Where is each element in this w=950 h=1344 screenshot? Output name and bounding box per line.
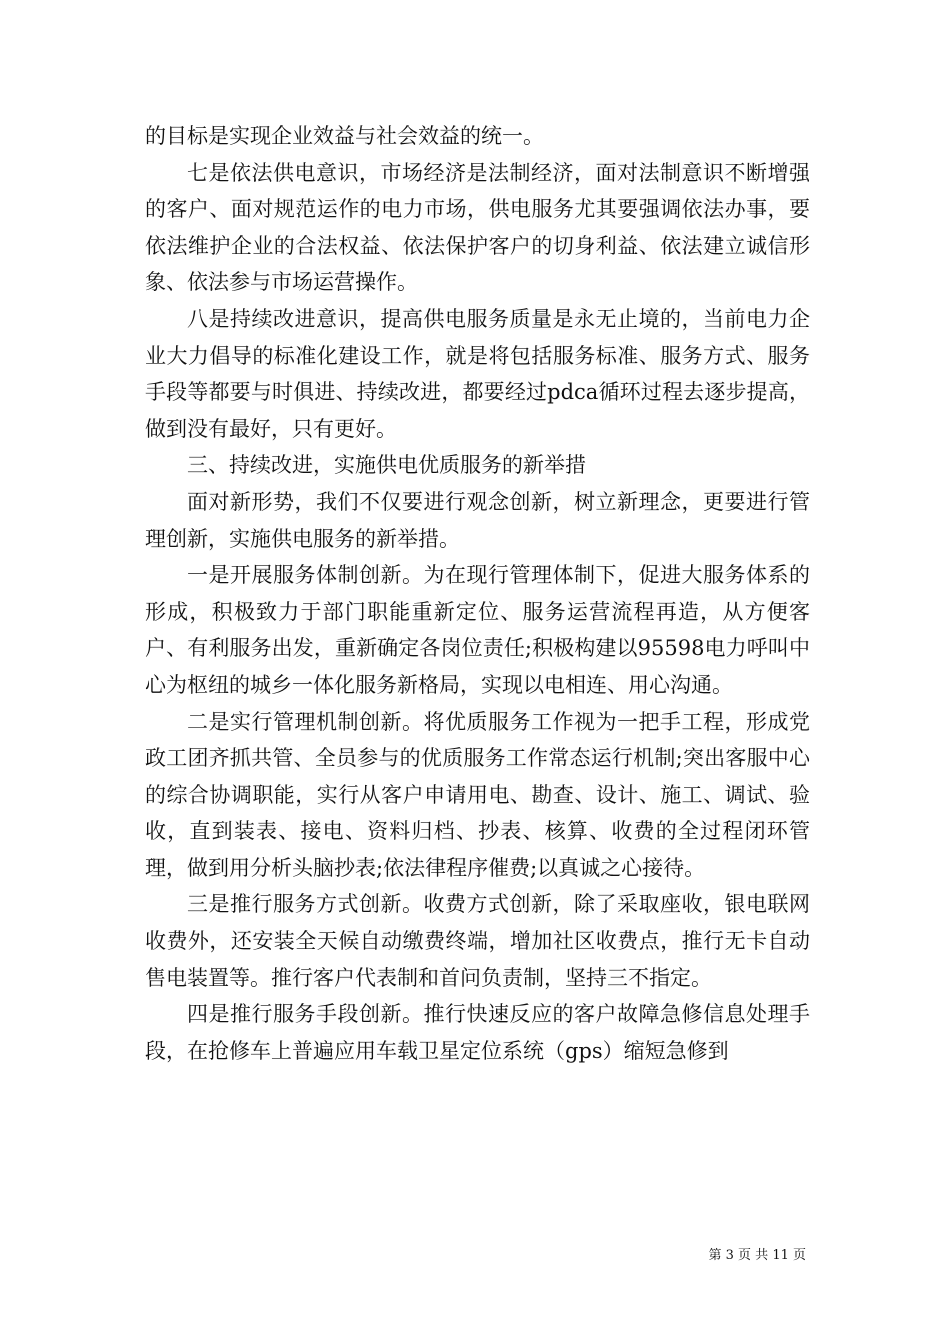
page-number-footer: 第 3 页 共 11 页 xyxy=(708,1248,806,1263)
paragraph-system-innovation: 一是开展服务体制创新。为在现行管理体制下，促进大服务体系的形成，积极致力于部门职能重新定位、服务运营流程再造，从方便客户、有利服务出发，重新确定各岗位责任;积极构建以95598电力呼叫中心为枢纽的城乡一体化服务新格局，实现以电相连、用心沟通。 xyxy=(145,563,810,697)
paragraph-mechanism-innovation: 二是实行管理机制创新。将优质服务工作视为一把手工程，形成党政工团齐抓共管、全员参与的优质服务工作常态运行机制;突出客服中心的综合协调职能，实行从客户申请用电、勘查、设计、施工、调试、验收，直到装表、接电、资料归档、抄表、核算、收费的全过程闭环管理，做到用分析头脑抄表;依法律程序催费;以真诚之心接待。 xyxy=(145,709,810,880)
paragraph-legal-awareness: 七是依法供电意识，市场经济是法制经济，面对法制意识不断增强的客户、面对规范运作的电力市场，供电服务尤其要强调依法办事，要依法维护企业的合法权益、依法保护客户的切身利益、依法建立诚信形象、依法参与市场运营操作。 xyxy=(145,160,810,295)
paragraph-new-situation: 面对新形势，我们不仅要进行观念创新，树立新理念，更要进行管理创新，实施供电服务的新举措。 xyxy=(145,489,810,551)
paragraph-continuation: 的目标是实现企业效益与社会效益的统一。 xyxy=(145,124,544,148)
section-heading: 三、持续改进，实施供电优质服务的新举措 xyxy=(187,453,586,478)
paragraph-continuous-improvement: 八是持续改进意识，提高供电服务质量是永无止境的，当前电力企业大力倡导的标准化建设工作，就是将包括服务标准、服务方式、服务手段等都要与时俱进、持续改进，都要经过pdca循环过程去逐步提高，做到没有最好，只有更好。 xyxy=(145,306,810,441)
document-body xyxy=(145,118,810,1069)
paragraph-method-innovation: 三是推行服务方式创新。收费方式创新，除了采取座收，银电联网收费外，还安装全天候自动缴费终端，增加社区收费点，推行无卡自动售电装置等。推行客户代表制和首问负责制，坚持三不指定。 xyxy=(145,892,810,990)
paragraph-means-innovation: 四是推行服务手段创新。推行快速反应的客户故障急修信息处理手段，在抢修车上普遍应用车载卫星定位系统（gps）缩短急修到 xyxy=(145,1002,810,1063)
